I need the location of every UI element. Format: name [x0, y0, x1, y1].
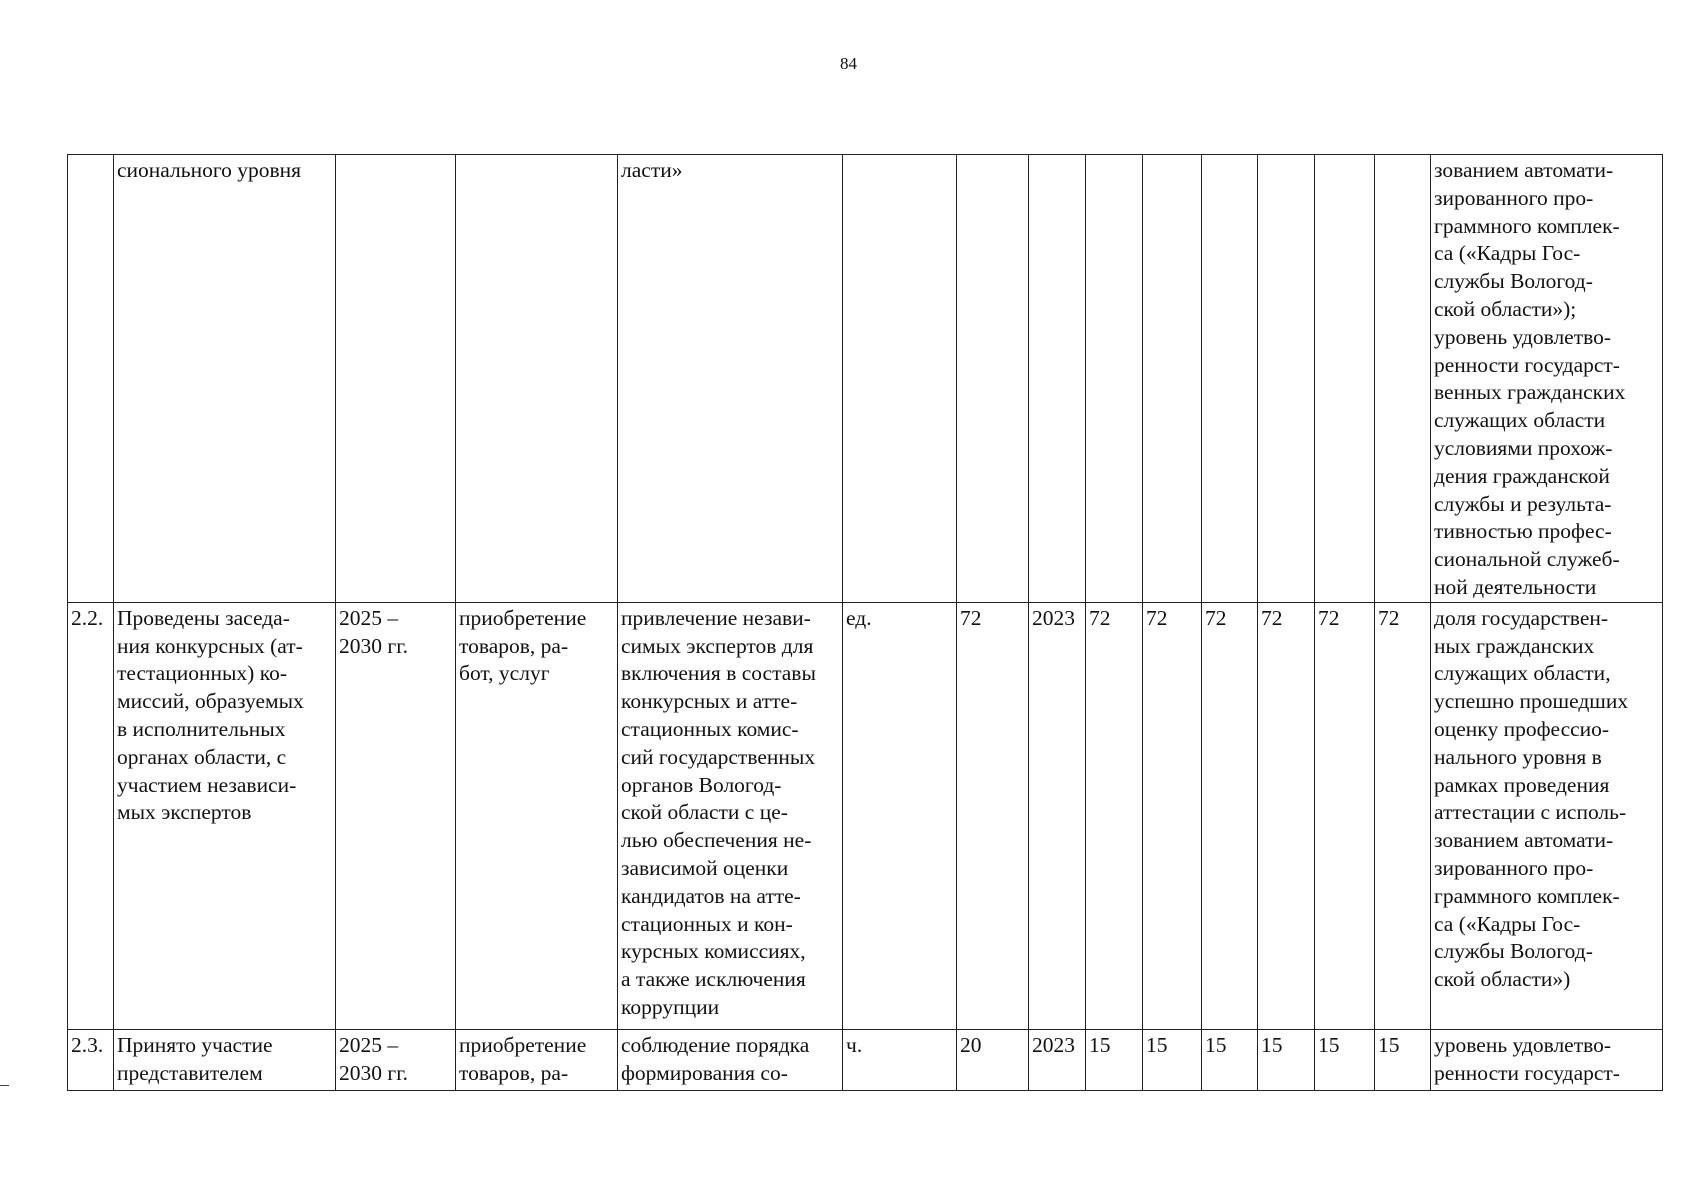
cell-result: Проведены заседа- ния конкурсных (ат- тестационных) ко- миссий, образуемых в исполнительных органах области, с участием независи- мых экспертов — [114, 602, 336, 1029]
cell-description: привлечение незави- симых экспертов для включения в составы конкурсных и атте- стационных комис- сий государственных органов Вологод- ской области с це- лью обеспечения не- зависимой оценки кандидатов на атте- стационных и кон- курсных комиссиях, а также исключения коррупции — [618, 602, 843, 1029]
cell-base-year — [1029, 155, 1086, 603]
cell-base-value — [957, 155, 1029, 603]
cell-value-2026 — [1143, 155, 1202, 603]
cell-number: 2.3. — [68, 1029, 114, 1090]
program-measures-table — [67, 154, 1663, 1091]
cell-value-2028: 15 — [1258, 1029, 1315, 1090]
cell-base-value: 20 — [957, 1029, 1029, 1090]
cell-unit — [843, 155, 957, 603]
cell-unit: ед. — [843, 602, 957, 1029]
cell-type — [456, 155, 618, 603]
cell-value-2028: 72 — [1258, 602, 1315, 1029]
cell-value-2025: 72 — [1086, 602, 1143, 1029]
cell-indicator: уровень удовлетво- ренности государст- — [1431, 1029, 1663, 1090]
cell-value-2025: 15 — [1086, 1029, 1143, 1090]
cell-base-value: 72 — [957, 602, 1029, 1029]
cell-base-year: 2023 — [1029, 602, 1086, 1029]
cell-unit: ч. — [843, 1029, 957, 1090]
cell-number: 2.2. — [68, 602, 114, 1029]
cell-value-2027: 15 — [1202, 1029, 1258, 1090]
cell-result: сионального уровня — [114, 155, 336, 603]
cell-value-2030 — [1375, 155, 1431, 603]
cell-value-2029: 15 — [1315, 1029, 1375, 1090]
cell-period — [336, 155, 456, 603]
cell-period: 2025 – 2030 гг. — [336, 1029, 456, 1090]
cell-base-year: 2023 — [1029, 1029, 1086, 1090]
cell-indicator: зованием автомати- зированного про- граммного комплек- са («Кадры Гос- службы Вологод- ской области»); уровень удовлетво- ренности государст- венных гражданских служащих области условиями прохож- дения гражданской службы и результа- тивностью профес- сиональной служеб- ной деятельности — [1431, 155, 1663, 603]
table-row — [68, 155, 1663, 603]
cell-number — [68, 155, 114, 603]
cell-indicator: доля государствен- ных гражданских служащих области, успешно прошедших оценку профессио- нального уровня в рамках проведения аттестации с исполь- зованием автомати- зированного про- граммного комплек- са («Кадры Гос- службы Вологод- ской области») — [1431, 602, 1663, 1029]
cell-value-2026: 72 — [1143, 602, 1202, 1029]
cell-value-2028 — [1258, 155, 1315, 603]
cell-value-2026: 15 — [1143, 1029, 1202, 1090]
page-number: 84 — [840, 54, 857, 73]
cell-type: приобретение товаров, ра- бот, услуг — [456, 602, 618, 1029]
cell-value-2027: 72 — [1202, 602, 1258, 1029]
cell-result: Принято участие представителем — [114, 1029, 336, 1090]
cell-value-2029: 72 — [1315, 602, 1375, 1029]
cell-value-2025 — [1086, 155, 1143, 603]
table-row — [68, 1029, 1663, 1090]
cell-value-2030: 72 — [1375, 602, 1431, 1029]
cell-value-2030: 15 — [1375, 1029, 1431, 1090]
margin-mark — [0, 1085, 9, 1086]
table-row — [68, 602, 1663, 1029]
cell-description: ласти» — [618, 155, 843, 603]
cell-value-2027 — [1202, 155, 1258, 603]
cell-value-2029 — [1315, 155, 1375, 603]
cell-period: 2025 – 2030 гг. — [336, 602, 456, 1029]
cell-description: соблюдение порядка формирования со- — [618, 1029, 843, 1090]
cell-type: приобретение товаров, ра- — [456, 1029, 618, 1090]
